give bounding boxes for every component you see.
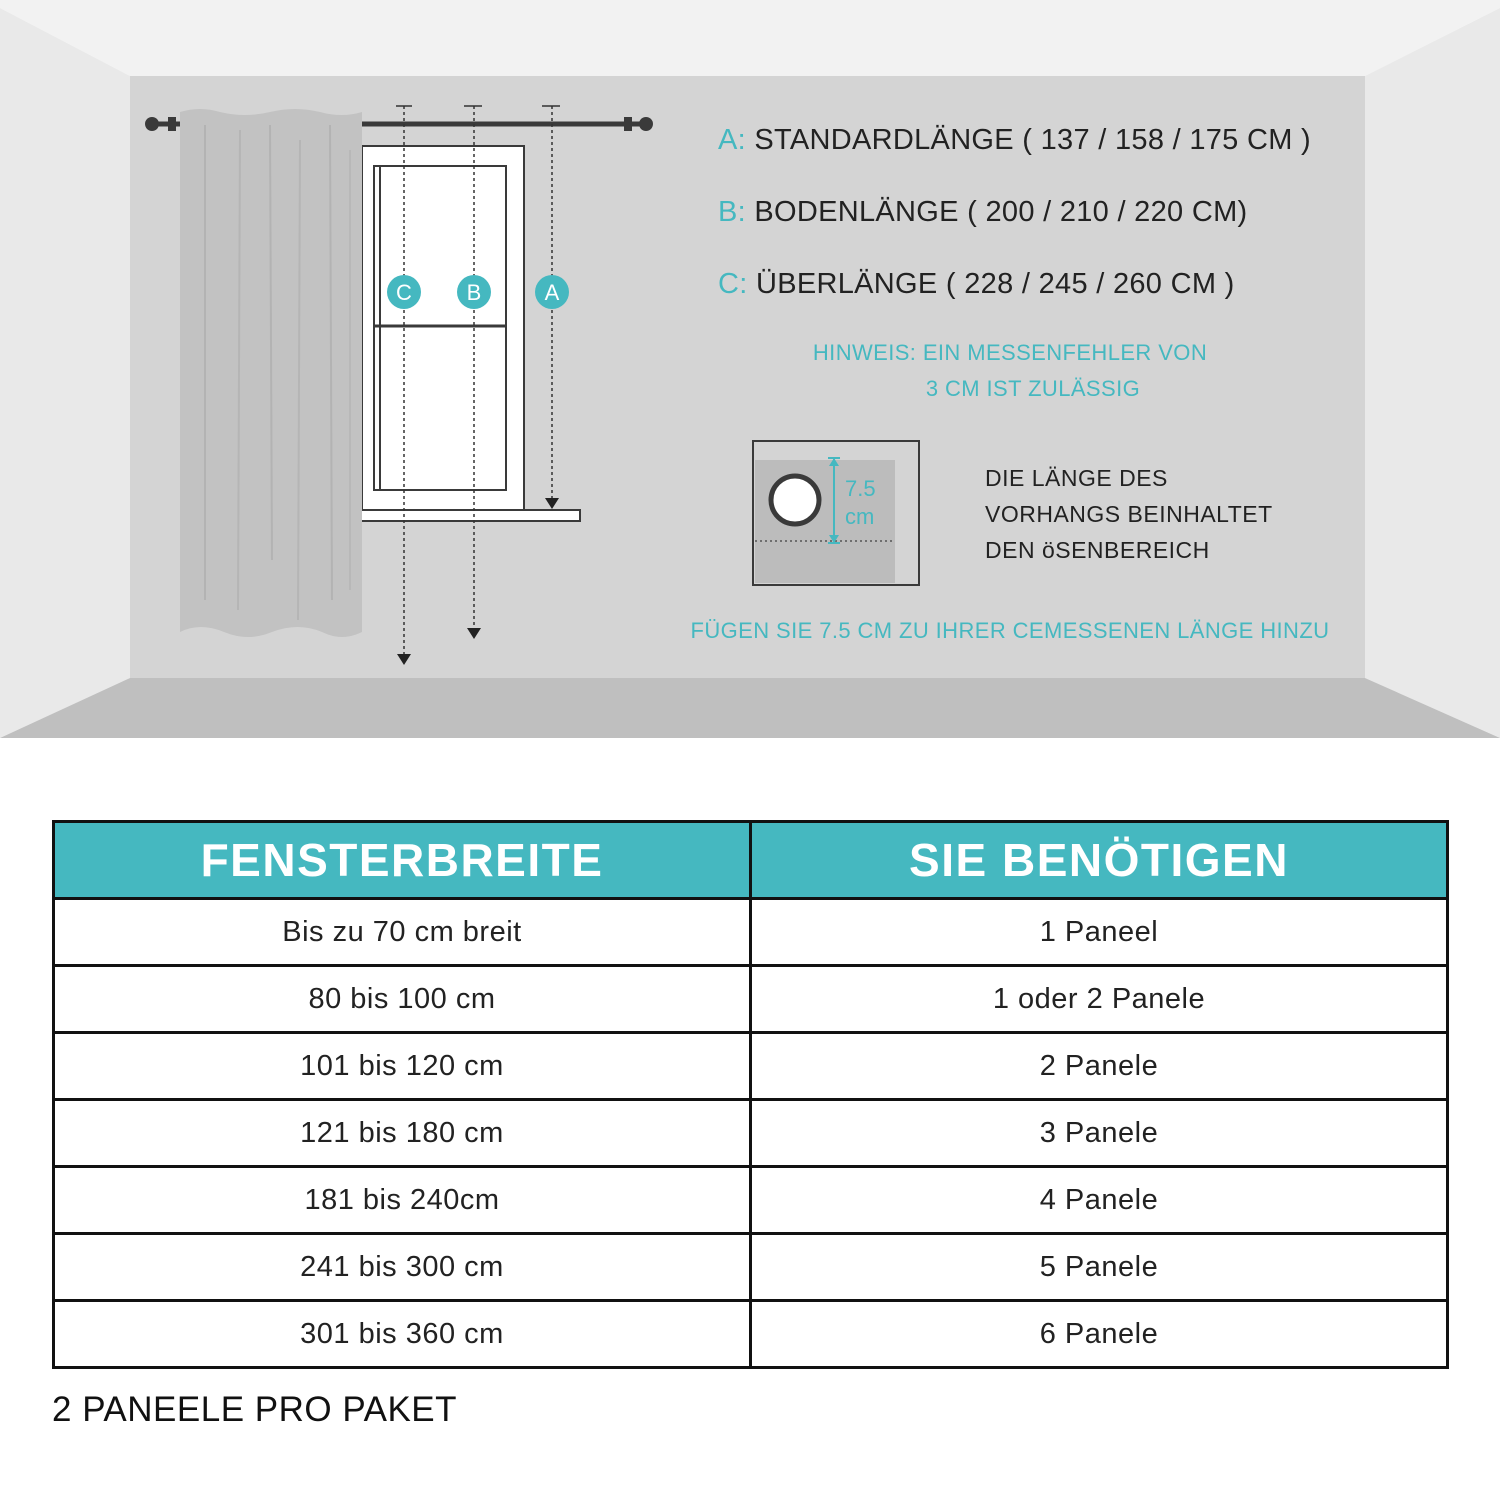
grommet-explanation [985,460,1273,568]
legend-a-key: A: [718,124,746,156]
panels-cell: 6 Panele [751,1301,1448,1368]
table-row [54,899,1448,966]
grommet-text-line2: VORHANGS BEINHALTET [985,501,1273,527]
width-cell: 80 bis 100 cm [54,966,751,1033]
table-row [54,1167,1448,1234]
panels-cell: 1 Paneel [751,899,1448,966]
svg-text:A: A [544,280,560,305]
add-length-note: FÜGEN SIE 7.5 CM ZU IHRER CEMESSENEN LÄNGE HINZU [690,618,1330,643]
width-cell: 121 bis 180 cm [54,1100,751,1167]
table-row [54,1301,1448,1368]
tolerance-note-line1: HINWEIS: EIN MESSENFEHLER VON [812,340,1208,365]
marker-a [535,275,569,309]
tolerance-note-line2: 3 CM IST ZULÄSSIG [925,376,1141,401]
panels-cell: 4 Panele [751,1167,1448,1234]
width-cell: Bis zu 70 cm breit [54,899,751,966]
ceiling [0,0,1500,76]
grommet-text-line1: DIE LÄNGE DES [985,465,1168,491]
header-you-need: SIE BENÖTIGEN [751,822,1448,899]
grommet-detail [753,441,919,585]
legend-b-key: B: [718,196,746,228]
legend-c-text: ÜBERLÄNGE ( 228 / 245 / 260 CM ) [755,268,1235,300]
panels-cell: 5 Panele [751,1234,1448,1301]
width-cell: 101 bis 120 cm [54,1033,751,1100]
table-row [54,1234,1448,1301]
width-cell: 301 bis 360 cm [54,1301,751,1368]
table-row [54,966,1448,1033]
panels-cell: 1 oder 2 Panele [751,966,1448,1033]
width-cell: 181 bis 240cm [54,1167,751,1234]
legend-c-key: C: [718,268,748,300]
panels-cell: 2 Panele [751,1033,1448,1100]
table-row [54,1100,1448,1167]
width-cell: 241 bis 300 cm [54,1234,751,1301]
svg-text:B: B [466,280,482,305]
grommet-text-line3: DEN öSENBEREICH [985,537,1210,563]
legend-b-text: BODENLÄNGE ( 200 / 210 / 220 CM) [754,196,1248,228]
package-note: 2 PANEELE PRO PAKET [52,1390,458,1429]
svg-text:C: C [396,280,412,305]
marker-b [457,275,491,309]
panel-size-table [52,820,1449,1369]
curtain-panel [180,109,362,637]
legend-b [718,196,1248,229]
panels-cell: 3 Panele [751,1100,1448,1167]
legend-a-text: STANDARDLÄNGE ( 137 / 158 / 175 CM ) [754,124,1311,156]
table-row [54,1033,1448,1100]
floor [0,678,1500,738]
grommet-ring [771,476,819,524]
table-header-row [54,822,1448,899]
grommet-value: 7.5 [845,476,876,501]
marker-c [387,275,421,309]
legend-c [718,268,1235,301]
grommet-unit: cm [845,504,875,529]
legend-a [718,124,1311,157]
right-wall [1365,8,1500,738]
header-window-width: FENSTERBREITE [54,822,751,899]
left-wall [0,8,130,738]
